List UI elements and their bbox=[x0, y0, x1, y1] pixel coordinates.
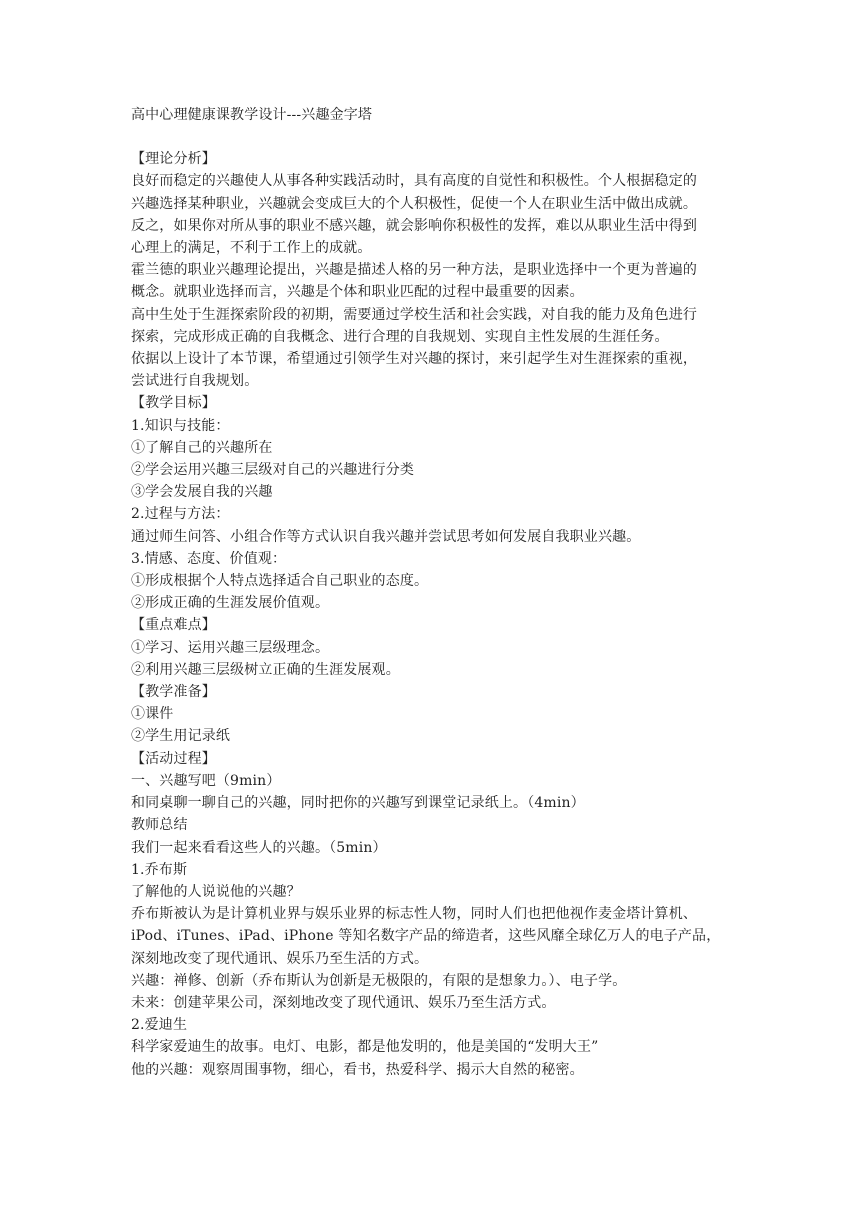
text-line: 1.乔布斯 bbox=[131, 861, 188, 878]
text-line: 2.过程与方法： bbox=[131, 506, 230, 523]
document-title: 高中心理健康课教学设计---兴趣金字塔 bbox=[131, 107, 373, 123]
text-line: 【教学准备】 bbox=[131, 684, 216, 701]
text-line: iPod、iTunes、iPad、iPhone 等知名数字产品的缔造者，这些风靡全球亿万人的电子产品， bbox=[131, 928, 721, 945]
text-line: 了解他的人说说他的兴趣？ bbox=[131, 883, 301, 900]
text-line: 和同桌聊一聊自己的兴趣，同时把你的兴趣写到课堂记录纸上。（4min） bbox=[131, 795, 585, 812]
text-line: 未来：创建苹果公司，深刻地改变了现代通讯、娱乐乃至生活方式。 bbox=[131, 994, 556, 1011]
document-page bbox=[131, 104, 731, 1081]
document-body bbox=[131, 148, 731, 1081]
text-line: ②学会运用兴趣三层级对自己的兴趣进行分类 bbox=[131, 462, 414, 479]
text-line: 霍兰德的职业兴趣理论提出，兴趣是描述人格的另一种方法，是职业选择中一个更为普遍的 bbox=[131, 262, 697, 279]
text-line: 兴趣选择某种职业，兴趣就会变成巨大的个人积极性，促使一个人在职业生活中做出成就。 bbox=[131, 195, 697, 212]
text-line: 科学家爱迪生的故事。电灯、电影，都是他发明的，他是美国的“发明大王” bbox=[131, 1039, 599, 1056]
text-line: 心理上的满足，不利于工作上的成就。 bbox=[131, 240, 372, 257]
text-line: 依据以上设计了本节课，希望通过引领学生对兴趣的探讨，来引起学生对生涯探索的重视， bbox=[131, 351, 697, 368]
text-line: ①了解自己的兴趣所在 bbox=[131, 439, 273, 456]
text-line: 1.知识与技能： bbox=[131, 417, 230, 434]
text-line: 反之，如果你对所从事的职业不感兴趣，就会影响你积极性的发挥，难以从职业生活中得到 bbox=[131, 217, 697, 234]
text-line: 兴趣：禅修、创新（乔布斯认为创新是无极限的，有限的是想象力。）、电子学。 bbox=[131, 972, 627, 989]
text-line: 通过师生问答、小组合作等方式认识自我兴趣并尝试思考如何发展自我职业兴趣。 bbox=[131, 528, 641, 545]
text-line: 【活动过程】 bbox=[131, 750, 216, 767]
text-line: ③学会发展自我的兴趣 bbox=[131, 484, 273, 501]
text-line: ①学习、运用兴趣三层级理念。 bbox=[131, 639, 330, 656]
text-line: 【重点难点】 bbox=[131, 617, 216, 634]
text-line: ②形成正确的生涯发展价值观。 bbox=[131, 595, 330, 612]
text-line: 尝试进行自我规划。 bbox=[131, 373, 259, 390]
text-line: 乔布斯被认为是计算机业界与娱乐业界的标志性人物，同时人们也把他视作麦金塔计算机、 bbox=[131, 906, 697, 923]
text-line: 深刻地改变了现代通讯、娱乐乃至生活的方式。 bbox=[131, 950, 429, 967]
text-line: ②学生用记录纸 bbox=[131, 728, 231, 745]
text-line: 概念。就职业选择而言，兴趣是个体和职业匹配的过程中最重要的因素。 bbox=[131, 284, 584, 301]
text-line: 高中生处于生涯探索阶段的初期，需要通过学校生活和社会实践，对自我的能力及角色进行 bbox=[131, 306, 697, 323]
text-line: 【教学目标】 bbox=[131, 395, 216, 412]
text-line: ①课件 bbox=[131, 706, 174, 723]
text-line: 教师总结 bbox=[131, 817, 188, 834]
text-line: 探索，完成形成正确的自我概念、进行合理的自我规划、实现自主性发展的生涯任务。 bbox=[131, 328, 669, 345]
text-line: 【理论分析】 bbox=[131, 151, 216, 168]
text-line: ①形成根据个人特点选择适合自己职业的态度。 bbox=[131, 573, 429, 590]
text-line: 一、兴趣写吧（9min） bbox=[131, 772, 281, 789]
text-line: 3.情感、态度、价值观： bbox=[131, 550, 287, 567]
text-line: ②利用兴趣三层级树立正确的生涯发展观。 bbox=[131, 661, 400, 678]
text-line: 良好而稳定的兴趣使人从事各种实践活动时，具有高度的自觉性和积极性。个人根据稳定的 bbox=[131, 173, 697, 190]
text-line: 2.爱迪生 bbox=[131, 1017, 188, 1034]
text-line: 我们一起来看看这些人的兴趣。（5min） bbox=[131, 839, 387, 856]
text-line: 他的兴趣：观察周围事物，细心，看书，热爱科学、揭示大自然的秘密。 bbox=[131, 1061, 584, 1078]
